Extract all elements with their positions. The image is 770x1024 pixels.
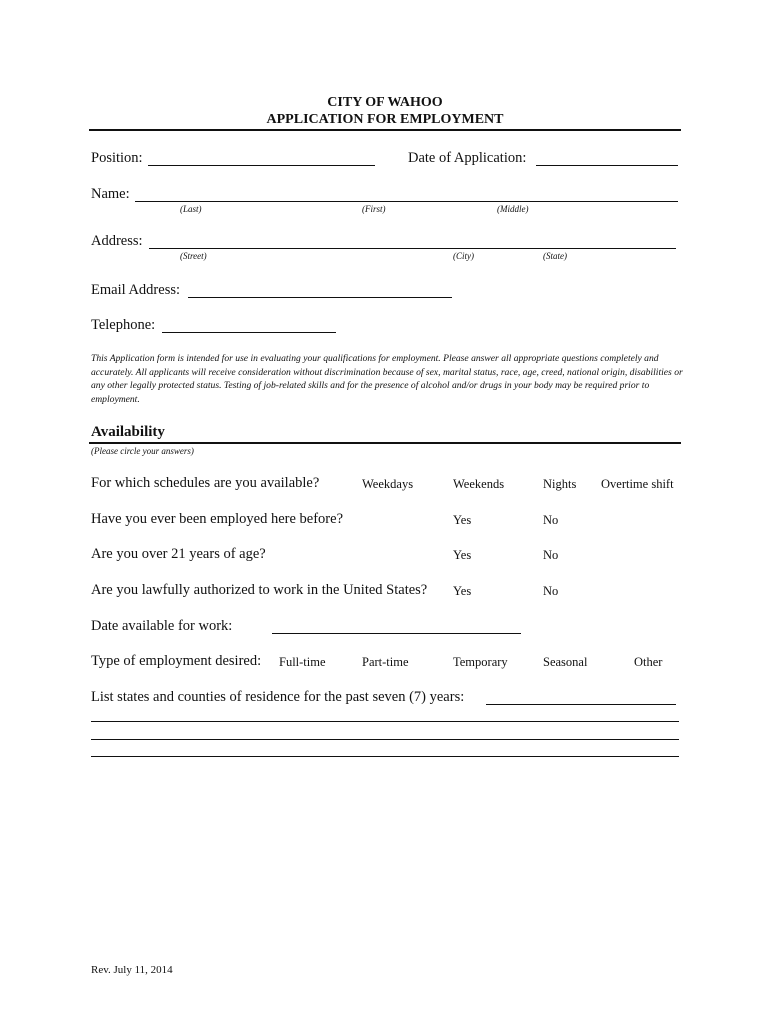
authorized-no[interactable]: No xyxy=(543,584,559,598)
name-hint-last: (Last) xyxy=(180,204,202,214)
revision-date: Rev. July 11, 2014 xyxy=(91,964,173,976)
over-21-no[interactable]: No xyxy=(543,548,559,562)
telephone-field[interactable] xyxy=(162,332,336,333)
over-21-question: Are you over 21 years of age? xyxy=(91,546,266,562)
name-hint-first: (First) xyxy=(362,204,386,214)
form-title: APPLICATION FOR EMPLOYMENT xyxy=(266,112,504,127)
name-label: Name: xyxy=(91,186,130,202)
name-field[interactable] xyxy=(135,201,678,202)
employment-option-full-time[interactable]: Full-time xyxy=(279,655,326,669)
authorized-question: Are you lawfully authorized to work in the United States? xyxy=(91,582,428,598)
residence-field-1[interactable] xyxy=(486,704,676,705)
availability-rule xyxy=(89,442,681,444)
schedules-question: For which schedules are you available? xyxy=(91,475,320,491)
name-hint-middle: (Middle) xyxy=(497,204,529,214)
residence-label: List states and counties of residence for the past seven (7) years: xyxy=(91,689,465,705)
schedule-option-weekends[interactable]: Weekends xyxy=(453,477,505,491)
schedule-option-nights[interactable]: Nights xyxy=(543,477,577,491)
email-label: Email Address: xyxy=(91,282,181,298)
address-hint-city: (City) xyxy=(453,251,474,261)
authorized-yes[interactable]: Yes xyxy=(453,584,472,598)
disclaimer-text: This Application form is intended for use in evaluating your qualifications for employment. Please answer all appropriate questions completely and accurately. All applicants will receive consideration without discrimination because of sex, marital status, race, age, creed, national origin, disabilities or any other legally protected status. Testing of job-related skills and for the presence of alcohol and/or drugs in your body may be required prior to employment. xyxy=(91,353,683,405)
employment-option-other[interactable]: Other xyxy=(634,655,663,669)
employed-before-no[interactable]: No xyxy=(543,513,559,527)
over-21-yes[interactable]: Yes xyxy=(453,548,472,562)
employed-before-question: Have you ever been employed here before? xyxy=(91,511,344,527)
schedule-option-weekdays[interactable]: Weekdays xyxy=(362,477,414,491)
date-of-application-label: Date of Application: xyxy=(408,150,527,166)
email-field[interactable] xyxy=(188,297,452,298)
position-field[interactable] xyxy=(148,165,375,166)
address-hint-state: (State) xyxy=(543,251,567,261)
availability-instruction: (Please circle your answers) xyxy=(91,446,194,456)
date-available-field[interactable] xyxy=(272,633,521,634)
residence-field-2[interactable] xyxy=(91,721,679,722)
employed-before-yes[interactable]: Yes xyxy=(453,513,472,527)
address-hint-street: (Street) xyxy=(180,251,207,261)
availability-heading: Availability xyxy=(91,424,165,440)
address-field[interactable] xyxy=(149,248,676,249)
telephone-label: Telephone: xyxy=(91,317,156,333)
schedule-option-overtime[interactable]: Overtime shift xyxy=(601,477,674,491)
employment-option-part-time[interactable]: Part-time xyxy=(362,655,409,669)
org-name: CITY OF WAHOO xyxy=(327,95,443,110)
title-rule xyxy=(89,129,681,131)
position-label: Position: xyxy=(91,150,143,166)
date-available-label: Date available for work: xyxy=(91,618,233,634)
residence-field-4[interactable] xyxy=(91,756,679,757)
employment-option-temporary[interactable]: Temporary xyxy=(453,655,508,669)
employment-option-seasonal[interactable]: Seasonal xyxy=(543,655,588,669)
residence-field-3[interactable] xyxy=(91,739,679,740)
date-of-application-field[interactable] xyxy=(536,165,678,166)
employment-type-question: Type of employment desired: xyxy=(91,653,262,669)
address-label: Address: xyxy=(91,233,143,249)
